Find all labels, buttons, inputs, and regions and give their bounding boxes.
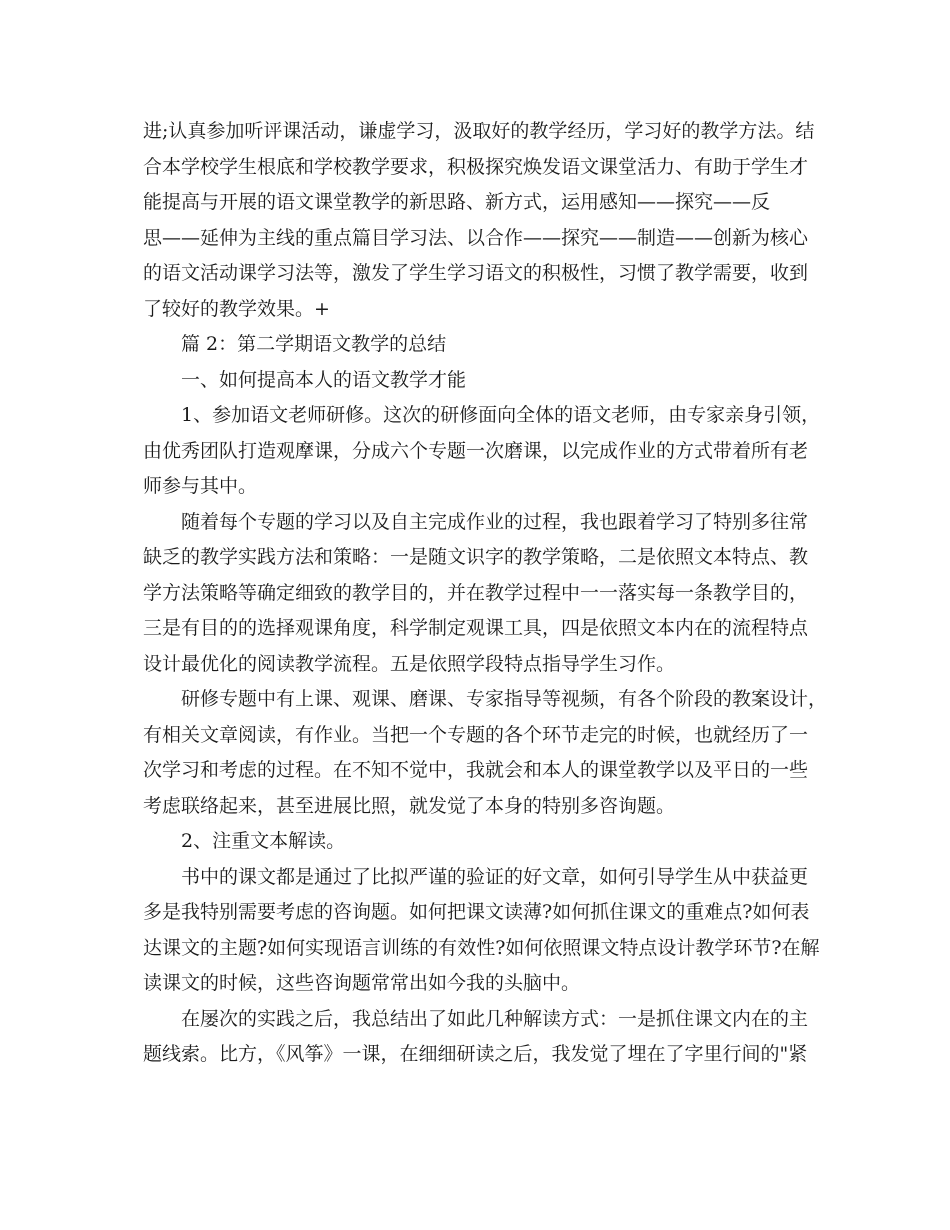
text-line: 题线索。比方，《风筝》一课，在细细研读之后，我发觉了埋在了字里行间的"紧 [143, 1043, 808, 1065]
text-line: 进;认真参加听评课活动，谦虚学习，汲取好的教学经历，学习好的教学方法。结 [143, 120, 815, 142]
text-line: 的语文活动课学习法等，激发了学生学习语文的积极性，习惯了教学需要，收到 [143, 262, 809, 284]
text-line: 设计最优化的阅读教学流程。五是依照学段特点指导学生习作。 [143, 652, 676, 675]
text-line: 一、如何提高本人的语文教学才能 [181, 368, 467, 391]
text-line: 在屡次的实践之后，我总结出了如此几种解读方式：一是抓住课文内在的主 [181, 1007, 809, 1030]
text-line: 1、参加语文老师研修。这次的研修面向全体的语文老师，由专家亲身引领， [181, 404, 821, 426]
text-line: 思——延伸为主线的重点篇目学习法、以合作——探究——制造——创新为核心 [143, 226, 809, 249]
text-line: 2、注重文本解读。 [181, 830, 346, 852]
text-line: 能提高与开展的语文课堂教学的新思路、新方式，运用感知——探究——反 [143, 191, 771, 213]
text-line: 达课文的主题?如何实现语言训练的有效性?如何依照课文特点设计教学环节?在解 [143, 936, 820, 959]
text-line: 三是有目的的选择观课角度，科学制定观课工具，四是依照文本内在的流程特点 [143, 617, 809, 639]
text-line: 师参与其中。 [143, 475, 258, 497]
text-line: 考虑联络起来，甚至进展比照，就发觉了本身的特别多咨询题。 [143, 794, 676, 817]
text-line: 篇 2：第二学期语文教学的总结 [181, 333, 447, 355]
text-line: 学方法策略等确定细致的教学目的，并在教学过程中一一落实每一条教学目的， [143, 581, 809, 604]
text-line: 书中的课文都是通过了比拟严谨的验证的好文章，如何引导学生从中获益更 [181, 865, 809, 888]
text-line: 了较好的教学效果。+ [143, 297, 330, 320]
text-line: 缺乏的教学实践方法和策略：一是随文识字的教学策略，二是依照文本特点、教 [143, 546, 809, 568]
text-line: 研修专题中有上课、观课、磨课、专家指导等视频，有各个阶段的教案设计， [181, 688, 828, 710]
text-line: 由优秀团队打造观摩课，分成六个专题一次磨课，以完成作业的方式带着所有老 [143, 439, 809, 462]
text-line: 随着每个专题的学习以及自主完成作业的过程，我也跟着学习了特别多往常 [181, 510, 809, 533]
text-line: 多是我特别需要考虑的咨询题。如何把课文读薄?如何抓住课文的重难点?如何表 [143, 901, 810, 923]
document-body [143, 114, 828, 1073]
text-line: 次学习和考虑的过程。在不知不觉中，我就会和本人的课堂教学以及平日的一些 [143, 759, 809, 781]
text-line: 读课文的时候，这些咨询题常常出如今我的头脑中。 [143, 972, 581, 994]
text-line: 有相关文章阅读，有作业。当把一个专题的各个环节走完的时候，也就经历了一 [143, 723, 809, 746]
text-line: 合本学校学生根底和学校教学要求，积极探究焕发语文课堂活力、有助于学生才 [143, 155, 809, 178]
